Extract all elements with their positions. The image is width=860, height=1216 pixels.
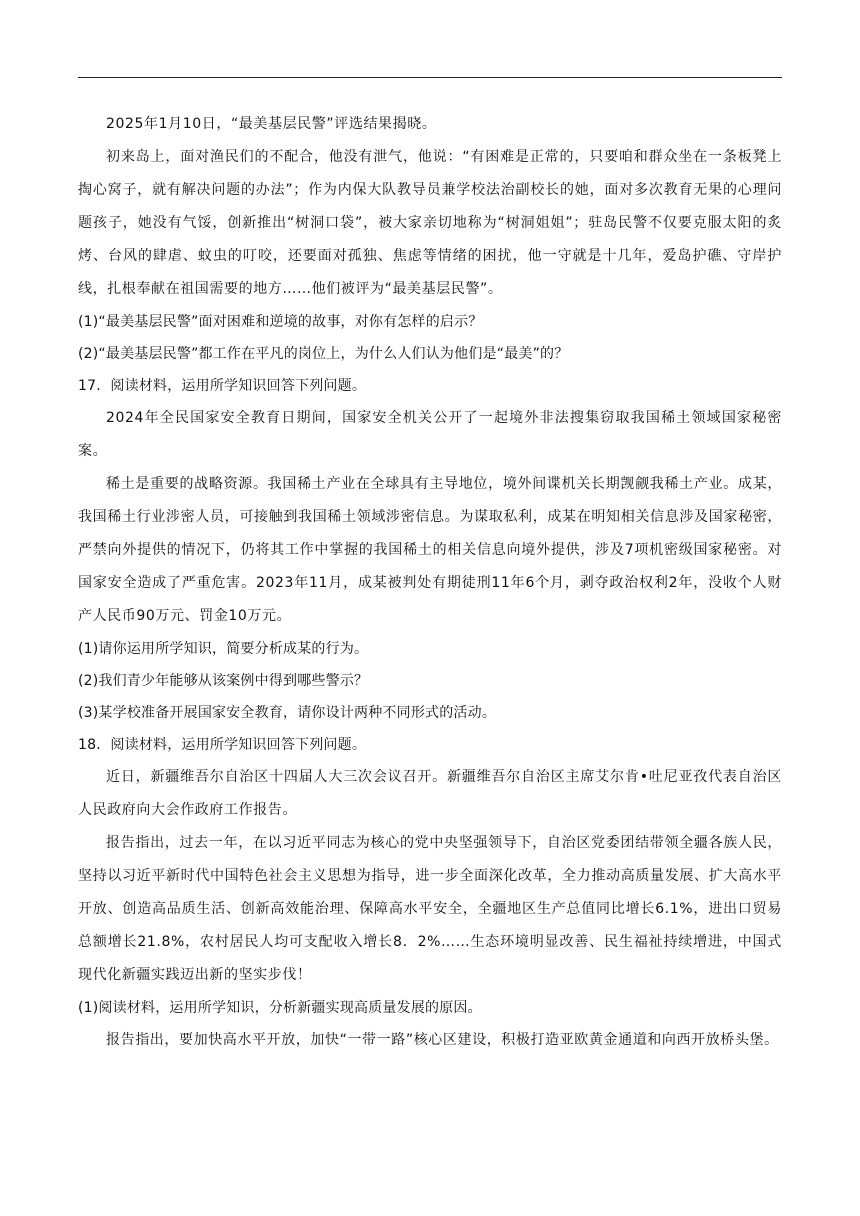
question-item: (1)“最美基层民警”面对困难和逆境的故事，对你有怎样的启示？ xyxy=(78,314,483,330)
question-item: (1)阅读材料，运用所学知识，分析新疆实现高质量发展的原因。 xyxy=(78,1000,482,1016)
material-paragraph: 2025年1月10日，“最美基层民警”评选结果揭晓。 xyxy=(106,116,437,132)
material-paragraph: 报告指出，要加快高水平开放，加快“一带一路”核心区建设，积极打造亚欧黄金通道和向西开放桥头堡。 xyxy=(106,1032,779,1048)
question-heading: 17．阅读材料，运用所学知识回答下列问题。 xyxy=(78,378,367,394)
question-heading: 18．阅读材料，运用所学知识回答下列问题。 xyxy=(78,737,367,753)
question-item: (1)请你运用所学知识，简要分析成某的行为。 xyxy=(78,641,369,657)
header-rule xyxy=(78,77,782,78)
material-paragraph: 稀土是重要的战略资源。我国稀土产业在全球具有主导地位，境外间谍机关长期觊觎我稀土产业。成某，我国稀土行业涉密人员，可接触到我国稀土领域涉密信息。为谋取私利，成某在明知相关信息涉及国家秘密，严禁向外提供的情况下，仍将其工作中掌握的我国稀土的相关信息向境外提供，涉及7项机密级国家秘密。对国家安全造成了严重危害。2023年11月，成某被判处有期徒刑11年6个月，剥夺政治权利2年，没收个人财产人民币90万元、罚金10万元。 xyxy=(78,476,782,624)
material-paragraph: 2024年全民国家安全教育日期间，国家安全机关公开了一起境外非法搜集窃取我国稀土领域国家秘密案。 xyxy=(78,410,782,459)
question-item: (2)“最美基层民警”都工作在平凡的岗位上，为什么人们认为他们是“最美”的？ xyxy=(78,346,569,362)
question-item: (2)我们青少年能够从该案例中得到哪些警示？ xyxy=(78,673,369,689)
question-item: (3)某学校准备开展国家安全教育，请你设计两种不同形式的活动。 xyxy=(78,705,497,721)
material-paragraph: 近日，新疆维吾尔自治区十四届人大三次会议召开。新疆维吾尔自治区主席艾尔肯•吐尼亚孜代表自治区人民政府向大会作政府工作报告。 xyxy=(78,769,782,818)
document-body xyxy=(78,108,782,1057)
material-paragraph: 报告指出，过去一年，在以习近平同志为核心的党中央坚强领导下，自治区党委团结带领全疆各族人民，坚持以习近平新时代中国特色社会主义思想为指导，进一步全面深化改革，全力推动高质量发展、扩大高水平开放、创造高品质生活、创新高效能治理、保障高水平安全，全疆地区生产总值同比增长6.1%，进出口贸易总额增长21.8%，农村居民人均可支配收入增长8．2%……生态环境明显改善、民生福祉持续增进，中国式现代化新疆实践迈出新的坚实步伐！ xyxy=(78,835,782,983)
material-paragraph: 初来岛上，面对渔民们的不配合，他没有泄气，他说：“有困难是正常的，只要咱和群众坐在一条板凳上掏心窝子，就有解决问题的办法”；作为内保大队教导员兼学校法治副校长的她，面对多次教育无果的心理问题孩子，她没有气馁，创新推出“树洞口袋”，被大家亲切地称为“树洞姐姐”；驻岛民警不仅要克服太阳的炙烤、台风的肆虐、蚊虫的叮咬，还要面对孤独、焦虑等情绪的困扰，他一守就是十几年，爱岛护礁、守岸护线，扎根奉献在祖国需要的地方……他们被评为“最美基层民警”。 xyxy=(78,149,782,297)
